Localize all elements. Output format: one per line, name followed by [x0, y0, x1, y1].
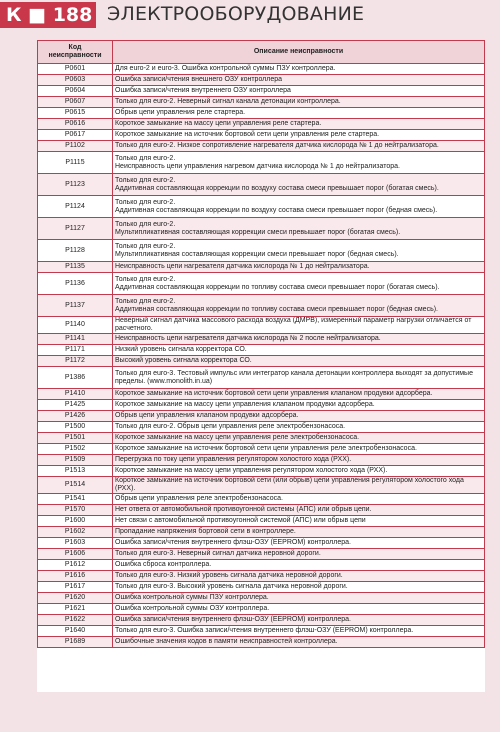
fault-description-cell: Обрыв цепи управления клапаном продувки адсорбера. [113, 411, 485, 422]
table-row [38, 317, 485, 334]
fault-description-cell: Только для euro-3. Низкий уровень сигнала датчика неровной дороги. [113, 571, 485, 582]
table-row [38, 637, 485, 648]
fault-code-cell: P1622 [38, 615, 113, 626]
fault-description-cell: Только для euro-2. Неисправность цепи управления нагревом датчика кислорода № 1 до нейтрализатора. [113, 152, 485, 174]
fault-code-cell: P0615 [38, 108, 113, 119]
fault-code-cell: P1141 [38, 334, 113, 345]
fault-description-cell: Только для euro-3. Неверный сигнал датчика неровной дороги. [113, 549, 485, 560]
fault-description-cell: Короткое замыкание на массу цепи управления реле стартера. [113, 119, 485, 130]
fault-description-cell: Только для euro-2. Аддитивная составляющая коррекции по топливу состава смеси превышает порог (богатая смесь). [113, 273, 485, 295]
page-header [0, 0, 500, 30]
fault-description-cell: Пропадание напряжения бортовой сети в контроллере. [113, 527, 485, 538]
fault-description-cell: Неисправность цепи нагревателя датчика кислорода № 1 до нейтрализатора. [113, 262, 485, 273]
fault-codes-panel [37, 40, 485, 692]
fault-code-cell: P1410 [38, 389, 113, 400]
fault-code-cell: P1600 [38, 516, 113, 527]
fault-code-cell: P0604 [38, 86, 113, 97]
fault-description-cell: Высокий уровень сигнала корректора СО. [113, 356, 485, 367]
fault-code-cell: P1509 [38, 455, 113, 466]
table-row [38, 411, 485, 422]
table-row [38, 64, 485, 75]
fault-codes-table [37, 40, 485, 648]
fault-code-cell: P1541 [38, 494, 113, 505]
fault-description-cell: Только для euro-2. Мультипликативная составляющая коррекции смеси превышает порог (богатая смесь). [113, 218, 485, 240]
table-row [38, 505, 485, 516]
fault-code-cell: P1128 [38, 240, 113, 262]
fault-code-cell: P1137 [38, 295, 113, 317]
fault-code-cell: P1602 [38, 527, 113, 538]
table-body [38, 64, 485, 648]
fault-code-cell: P1127 [38, 218, 113, 240]
fault-code-cell: P1502 [38, 444, 113, 455]
fault-code-cell: P1501 [38, 433, 113, 444]
column-header-code: Код неисправности [38, 41, 113, 64]
fault-code-cell: P1621 [38, 604, 113, 615]
table-row [38, 549, 485, 560]
fault-description-cell: Низкий уровень сигнала корректора СО. [113, 345, 485, 356]
fault-code-cell: P1500 [38, 422, 113, 433]
fault-code-cell: P1513 [38, 466, 113, 477]
table-row [38, 75, 485, 86]
table-row [38, 604, 485, 615]
page-footer [0, 706, 500, 732]
fault-description-cell: Ошибка записи/чтения внутреннего флэш-ОЗУ (EEPROM) контроллера. [113, 538, 485, 549]
fault-code-cell: P1689 [38, 637, 113, 648]
table-row [38, 345, 485, 356]
fault-description-cell: Короткое замыкание на массу цепи управления клапаном продувки адсорбера. [113, 400, 485, 411]
fault-description-cell: Ошибочные значения кодов в памяти неисправностей контроллера. [113, 637, 485, 648]
table-row [38, 593, 485, 604]
fault-description-cell: Неисправность цепи нагревателя датчика кислорода № 2 после нейтрализатора. [113, 334, 485, 345]
fault-code-cell: P0603 [38, 75, 113, 86]
fault-description-cell: Только для euro-2. Аддитивная составляющая коррекции по воздуху состава смеси превышает порог (богатая смесь). [113, 174, 485, 196]
table-row [38, 262, 485, 273]
fault-description-cell: Короткое замыкание на источник бортовой сети цепи управления реле электробензонасоса. [113, 444, 485, 455]
table-row [38, 389, 485, 400]
table-row [38, 571, 485, 582]
table-row [38, 560, 485, 571]
fault-code-cell: P1570 [38, 505, 113, 516]
fault-description-cell: Короткое замыкание на массу цепи управления реле электробензонасоса. [113, 433, 485, 444]
fault-code-cell: P0601 [38, 64, 113, 75]
fault-code-cell: P1171 [38, 345, 113, 356]
table-row [38, 582, 485, 593]
table-row [38, 86, 485, 97]
fault-code-cell: P1172 [38, 356, 113, 367]
table-row [38, 615, 485, 626]
fault-description-cell: Перегрузка по току цепи управления регулятором холостого хода (РХХ). [113, 455, 485, 466]
fault-description-cell: Ошибка записи/чтения внешнего ОЗУ контроллера [113, 75, 485, 86]
fault-description-cell: Ошибка контрольной суммы ПЗУ контроллера. [113, 593, 485, 604]
fault-code-cell: P1136 [38, 273, 113, 295]
table-row [38, 108, 485, 119]
fault-description-cell: Нет ответа от автомобильной противоугонной системы (АПС) или обрыв цепи. [113, 505, 485, 516]
table-row [38, 152, 485, 174]
table-row [38, 130, 485, 141]
fault-code-cell: P1617 [38, 582, 113, 593]
fault-description-cell: Ошибка сброса контроллера. [113, 560, 485, 571]
fault-code-cell: P1620 [38, 593, 113, 604]
table-row [38, 626, 485, 637]
section-title: ЭЛЕКТРООБОРУДОВАНИЕ [107, 3, 365, 25]
fault-code-cell: P1606 [38, 549, 113, 560]
fault-code-cell: P1426 [38, 411, 113, 422]
fault-description-cell: Только для euro-2. Неверный сигнал канала детонации контроллера. [113, 97, 485, 108]
fault-description-cell: Короткое замыкание на массу цепи управления регулятором холостого хода (РХХ). [113, 466, 485, 477]
table-row [38, 218, 485, 240]
fault-code-cell: P1135 [38, 262, 113, 273]
table-row [38, 538, 485, 549]
fault-description-cell: Ошибка записи/чтения внутреннего флэш-ОЗУ (EEPROM) контроллера. [113, 615, 485, 626]
table-row [38, 433, 485, 444]
page-number-badge: К ■ 188 [0, 2, 96, 28]
fault-description-cell: Неверный сигнал датчика массового расхода воздуха (ДМРВ), измеренный параметр нагрузки отличается от расчетного. [113, 317, 485, 334]
fault-code-cell: P1514 [38, 477, 113, 494]
table-row [38, 240, 485, 262]
fault-code-cell: P1115 [38, 152, 113, 174]
fault-description-cell: Короткое замыкание на источник бортовой сети цепи управления клапаном продувки адсорбера. [113, 389, 485, 400]
table-row [38, 477, 485, 494]
fault-description-cell: Только для euro-3. Ошибка записи/чтения внутреннего флэш-ОЗУ (EEPROM) контроллера. [113, 626, 485, 637]
fault-code-cell: P1425 [38, 400, 113, 411]
table-row [38, 455, 485, 466]
fault-code-cell: P1603 [38, 538, 113, 549]
column-header-description: Описание неисправности [113, 41, 485, 64]
fault-code-cell: P0617 [38, 130, 113, 141]
fault-description-cell: Только для euro-2. Низкое сопротивление нагревателя датчика кислорода № 1 до нейтрализатора. [113, 141, 485, 152]
fault-description-cell: Ошибка записи/чтения внутреннего ОЗУ контроллера [113, 86, 485, 97]
fault-code-cell: P1124 [38, 196, 113, 218]
table-row [38, 466, 485, 477]
table-row [38, 527, 485, 538]
table-row [38, 119, 485, 130]
table-header-row [38, 41, 485, 64]
table-row [38, 273, 485, 295]
fault-description-cell: Обрыв цепи управления реле электробензонасоса. [113, 494, 485, 505]
table-row [38, 196, 485, 218]
fault-description-cell: Только для euro-3. Тестовый импульс или интегратор канала детонации контроллера выходят за допустимые пределы. (www.monolith.in.ua) [113, 367, 485, 389]
fault-code-cell: P1616 [38, 571, 113, 582]
table-row [38, 516, 485, 527]
fault-code-cell: P1102 [38, 141, 113, 152]
fault-code-cell: P1640 [38, 626, 113, 637]
fault-description-cell: Только для euro-2. Обрыв цепи управления реле электробензонасоса. [113, 422, 485, 433]
fault-description-cell: Только для euro-2. Аддитивная составляющая коррекции по воздуху состава смеси превышает порог (бедная смесь). [113, 196, 485, 218]
fault-description-cell: Нет связи с автомобильной противоугонной системой (АПС) или обрыв цепи [113, 516, 485, 527]
fault-code-cell: P1612 [38, 560, 113, 571]
fault-description-cell: Только для euro-2. Аддитивная составляющая коррекции по топливу состава смеси превышает порог (бедная смесь). [113, 295, 485, 317]
table-row [38, 334, 485, 345]
fault-code-cell: P0607 [38, 97, 113, 108]
fault-description-cell: Короткое замыкание на источник бортовой сети (или обрыв) цепи управления регулятором холостого хода (РХХ). [113, 477, 485, 494]
fault-description-cell: Короткое замыкание на источник бортовой сети цепи управления реле стартера. [113, 130, 485, 141]
fault-code-cell: P1123 [38, 174, 113, 196]
fault-description-cell: Обрыв цепи управления реле стартера. [113, 108, 485, 119]
table-row [38, 422, 485, 433]
table-row [38, 295, 485, 317]
table-row [38, 174, 485, 196]
table-row [38, 356, 485, 367]
fault-code-cell: P0616 [38, 119, 113, 130]
fault-description-cell: Только для euro-3. Высокий уровень сигнала датчика неровной дороги. [113, 582, 485, 593]
fault-description-cell: Ошибка контрольной суммы ОЗУ контроллера. [113, 604, 485, 615]
fault-code-cell: P1140 [38, 317, 113, 334]
table-row [38, 494, 485, 505]
fault-code-cell: P1386 [38, 367, 113, 389]
table-row [38, 400, 485, 411]
table-row [38, 444, 485, 455]
fault-description-cell: Для euro-2 и euro-3. Ошибка контрольной суммы ПЗУ контроллера. [113, 64, 485, 75]
table-row [38, 367, 485, 389]
table-row [38, 141, 485, 152]
fault-description-cell: Только для euro-2. Мультипликативная составляющая коррекции смеси превышает порог (бедная смесь). [113, 240, 485, 262]
table-row [38, 97, 485, 108]
